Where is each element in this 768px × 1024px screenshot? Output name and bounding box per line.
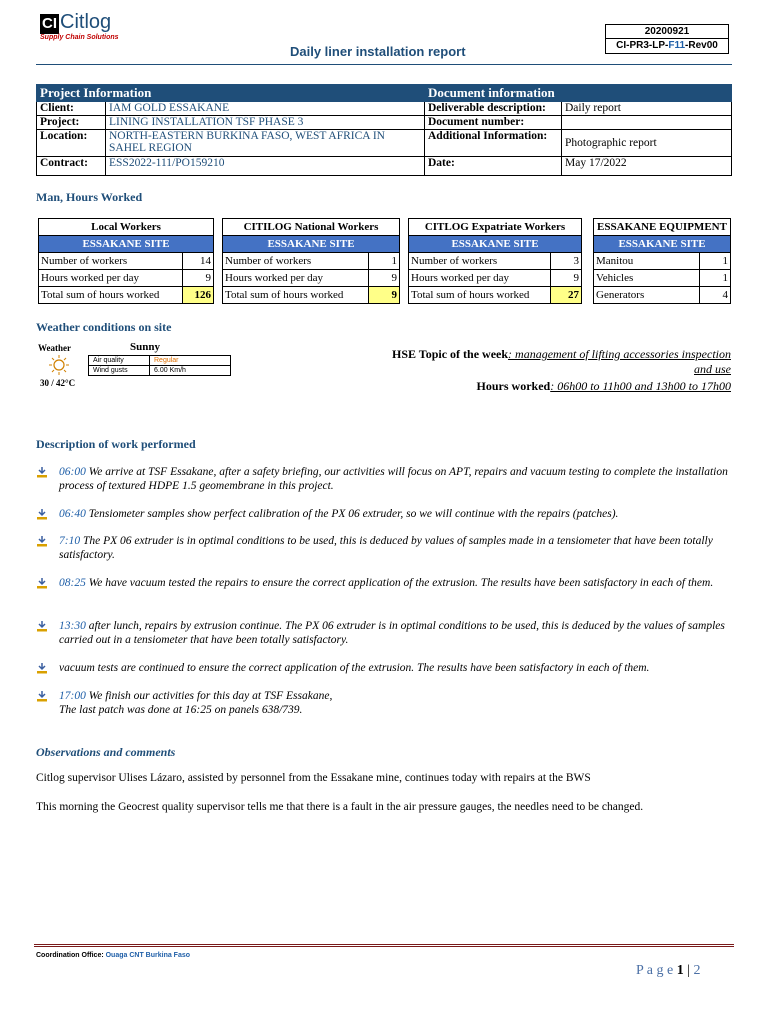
air-quality-label: Air quality [89, 356, 150, 366]
row-label: Hours worked per day [409, 270, 551, 287]
project-info-table [36, 84, 732, 176]
logo-tagline: Supply Chain Solutions [40, 34, 119, 41]
weather-title: Weather conditions on site [36, 320, 172, 334]
bullet-icon [36, 577, 48, 589]
work-text: The PX 06 extruder is in optimal conditions to be used, this is deduced by values of samples made in a tensiometer that have been totally satisfactory. [59, 535, 713, 561]
bullet-icon [36, 662, 48, 674]
project-label: Project: [37, 116, 106, 130]
project-value: LINING INSTALLATION TSF PHASE 3 [106, 116, 425, 130]
local-workers-table [38, 218, 214, 304]
work-text-line2: The last patch was done at 16:25 on panels 638/739. [59, 704, 303, 716]
client-value: IAM GOLD ESSAKANE [106, 102, 425, 116]
page-separator: | [683, 963, 694, 978]
row-label: Total sum of hours worked [223, 287, 369, 304]
deliverable-label: Deliverable description: [425, 102, 562, 116]
header-divider [36, 64, 732, 65]
work-item [36, 507, 736, 521]
bullet-icon [36, 620, 48, 632]
work-text: vacuum tests are continued to ensure the correct application of the extrusion. The results have been satisfactory in each of them. [59, 662, 650, 674]
work-time: 06:00 [59, 466, 86, 478]
wind-gusts-value: 6.00 Km/h [150, 366, 231, 376]
doc-date: 20200921 [606, 25, 728, 39]
contract-value: ESS2022-111/PO159210 [106, 157, 425, 176]
row-value: 4 [700, 287, 731, 304]
expatriate-workers-site: ESSAKANE SITE [409, 236, 582, 253]
page-label: P a g e [636, 963, 674, 978]
location-label: Location: [37, 130, 106, 157]
temperature: 30 / 42°C [40, 378, 76, 388]
expatriate-workers-title: CITLOG Expatriate Workers [409, 219, 582, 236]
work-item [36, 576, 736, 590]
row-label: Number of workers [223, 253, 369, 270]
client-label: Client: [37, 102, 106, 116]
row-value: 9 [369, 270, 400, 287]
row-value: 1 [700, 253, 731, 270]
hse-topic [390, 347, 731, 377]
doc-number-label: Document number: [425, 116, 562, 130]
row-value-total: 9 [369, 287, 400, 304]
work-text: Tensiometer samples show perfect calibration of the PX 06 extruder, so we will continue with the repairs (patches). [85, 508, 619, 520]
national-workers-title: CITILOG National Workers [223, 219, 400, 236]
doc-code [606, 39, 728, 53]
row-label: Vehicles [594, 270, 700, 287]
additional-info-value: Photographic report [562, 130, 732, 157]
citlog-logo [40, 12, 119, 41]
row-label: Number of workers [39, 253, 183, 270]
observations-title: Observations and comments [36, 745, 176, 759]
equipment-site: ESSAKANE SITE [594, 236, 731, 253]
weather-label: Weather [38, 343, 71, 353]
row-label: Total sum of hours worked [39, 287, 183, 304]
work-text: We finish our activities for this day at TSF Essakane, [85, 690, 333, 702]
row-label: Generators [594, 287, 700, 304]
page-total: 2 [693, 963, 701, 978]
work-time: 7:10 [59, 535, 81, 547]
work-item [36, 465, 736, 493]
doc-code-prefix: CI-PR3-LP- [616, 40, 669, 51]
logo-text: Citlog [60, 11, 112, 33]
air-quality-value: Regular [150, 356, 231, 366]
work-item [36, 661, 736, 675]
bullet-icon [36, 690, 48, 702]
row-value: 9 [183, 270, 214, 287]
row-value: 3 [551, 253, 582, 270]
observation-paragraph: This morning the Geocrest quality supervisor tells me that there is a fault in the air pressure gauges, the needles need to be changed. [36, 801, 644, 813]
row-value-total: 27 [551, 287, 582, 304]
hse-hours-label: Hours worked [476, 379, 551, 393]
office-label: Coordination Office: [36, 952, 104, 959]
work-time: 13:30 [59, 620, 86, 632]
local-workers-title: Local Workers [39, 219, 214, 236]
logo-ci-mark: CI [42, 15, 57, 32]
row-label: Manitou [594, 253, 700, 270]
national-workers-table [222, 218, 400, 304]
man-hours-title: Man, Hours Worked [36, 190, 143, 204]
work-time: 08:25 [59, 577, 86, 589]
contract-label: Contract: [37, 157, 106, 176]
office-value: Ouaga CNT Burkina Faso [103, 952, 191, 959]
row-label: Hours worked per day [39, 270, 183, 287]
work-item [36, 689, 736, 717]
national-workers-site: ESSAKANE SITE [223, 236, 400, 253]
page-title: Daily liner installation report [290, 44, 466, 59]
page-number [636, 963, 701, 979]
doc-code-form: F11 [668, 40, 686, 51]
doc-number-value [562, 116, 732, 130]
local-workers-site: ESSAKANE SITE [39, 236, 214, 253]
wind-gusts-label: Wind gusts [89, 366, 150, 376]
work-item [36, 534, 736, 562]
hse-topic-value: : management of lifting accessories inspection and use [508, 347, 731, 376]
doc-code-rev: -Rev00 [685, 40, 718, 51]
weather-condition: Sunny [130, 341, 160, 353]
work-title: Description of work performed [36, 437, 196, 451]
date-label: Date: [425, 157, 562, 176]
row-label: Number of workers [409, 253, 551, 270]
document-info-header: Document information [425, 85, 732, 102]
bullet-icon [36, 466, 48, 478]
equipment-table [593, 218, 731, 304]
sun-icon [47, 354, 71, 376]
row-value: 9 [551, 270, 582, 287]
row-value-total: 126 [183, 287, 214, 304]
page-current: 1 [676, 963, 684, 978]
hse-hours-value: : 06h00 to 11h00 and 13h00 to 17h00 [550, 379, 731, 393]
work-time: 06:40 [59, 508, 86, 520]
additional-info-label: Additional Information: [425, 130, 562, 157]
bullet-icon [36, 508, 48, 520]
bullet-icon [36, 535, 48, 547]
row-value: 1 [369, 253, 400, 270]
row-label: Hours worked per day [223, 270, 369, 287]
doc-code-box [605, 24, 729, 54]
deliverable-value: Daily report [562, 102, 732, 116]
date-value: May 17/2022 [562, 157, 732, 176]
expatriate-workers-table [408, 218, 582, 304]
location-value: NORTH-EASTERN BURKINA FASO, WEST AFRICA IN SAHEL REGION [106, 130, 425, 157]
row-value: 1 [700, 270, 731, 287]
work-item [36, 619, 736, 647]
row-label: Total sum of hours worked [409, 287, 551, 304]
project-info-header: Project Information [37, 85, 425, 102]
hse-topic-label: HSE Topic of the week [392, 347, 509, 361]
coordination-office [36, 952, 190, 959]
equipment-title: ESSAKANE EQUIPMENT [594, 219, 731, 236]
row-value: 14 [183, 253, 214, 270]
hse-hours [390, 379, 731, 394]
weather-details-table [88, 355, 231, 376]
work-text: We arrive at TSF Essakane, after a safety briefing, our activities will focus on APT, repairs and vacuum testing to complete the installation process of textured HDPE 1.5 geomembrane in this project. [59, 466, 728, 492]
work-text: We have vacuum tested the repairs to ensure the correct application of the extrusion. The results have been satisfactory in each of them. [85, 577, 714, 589]
observation-paragraph: Citlog supervisor Ulises Lázaro, assisted by personnel from the Essakane mine, continues today with repairs at the BWS [36, 772, 591, 784]
work-time: 17:00 [59, 690, 86, 702]
footer-divider [34, 944, 734, 949]
work-text: after lunch, repairs by extrusion continue. The PX 06 extruder is in optimal conditions to be used, this is deduced by the values of samples carried out in a tensiometer that have been totally satisfactory. [59, 620, 725, 646]
